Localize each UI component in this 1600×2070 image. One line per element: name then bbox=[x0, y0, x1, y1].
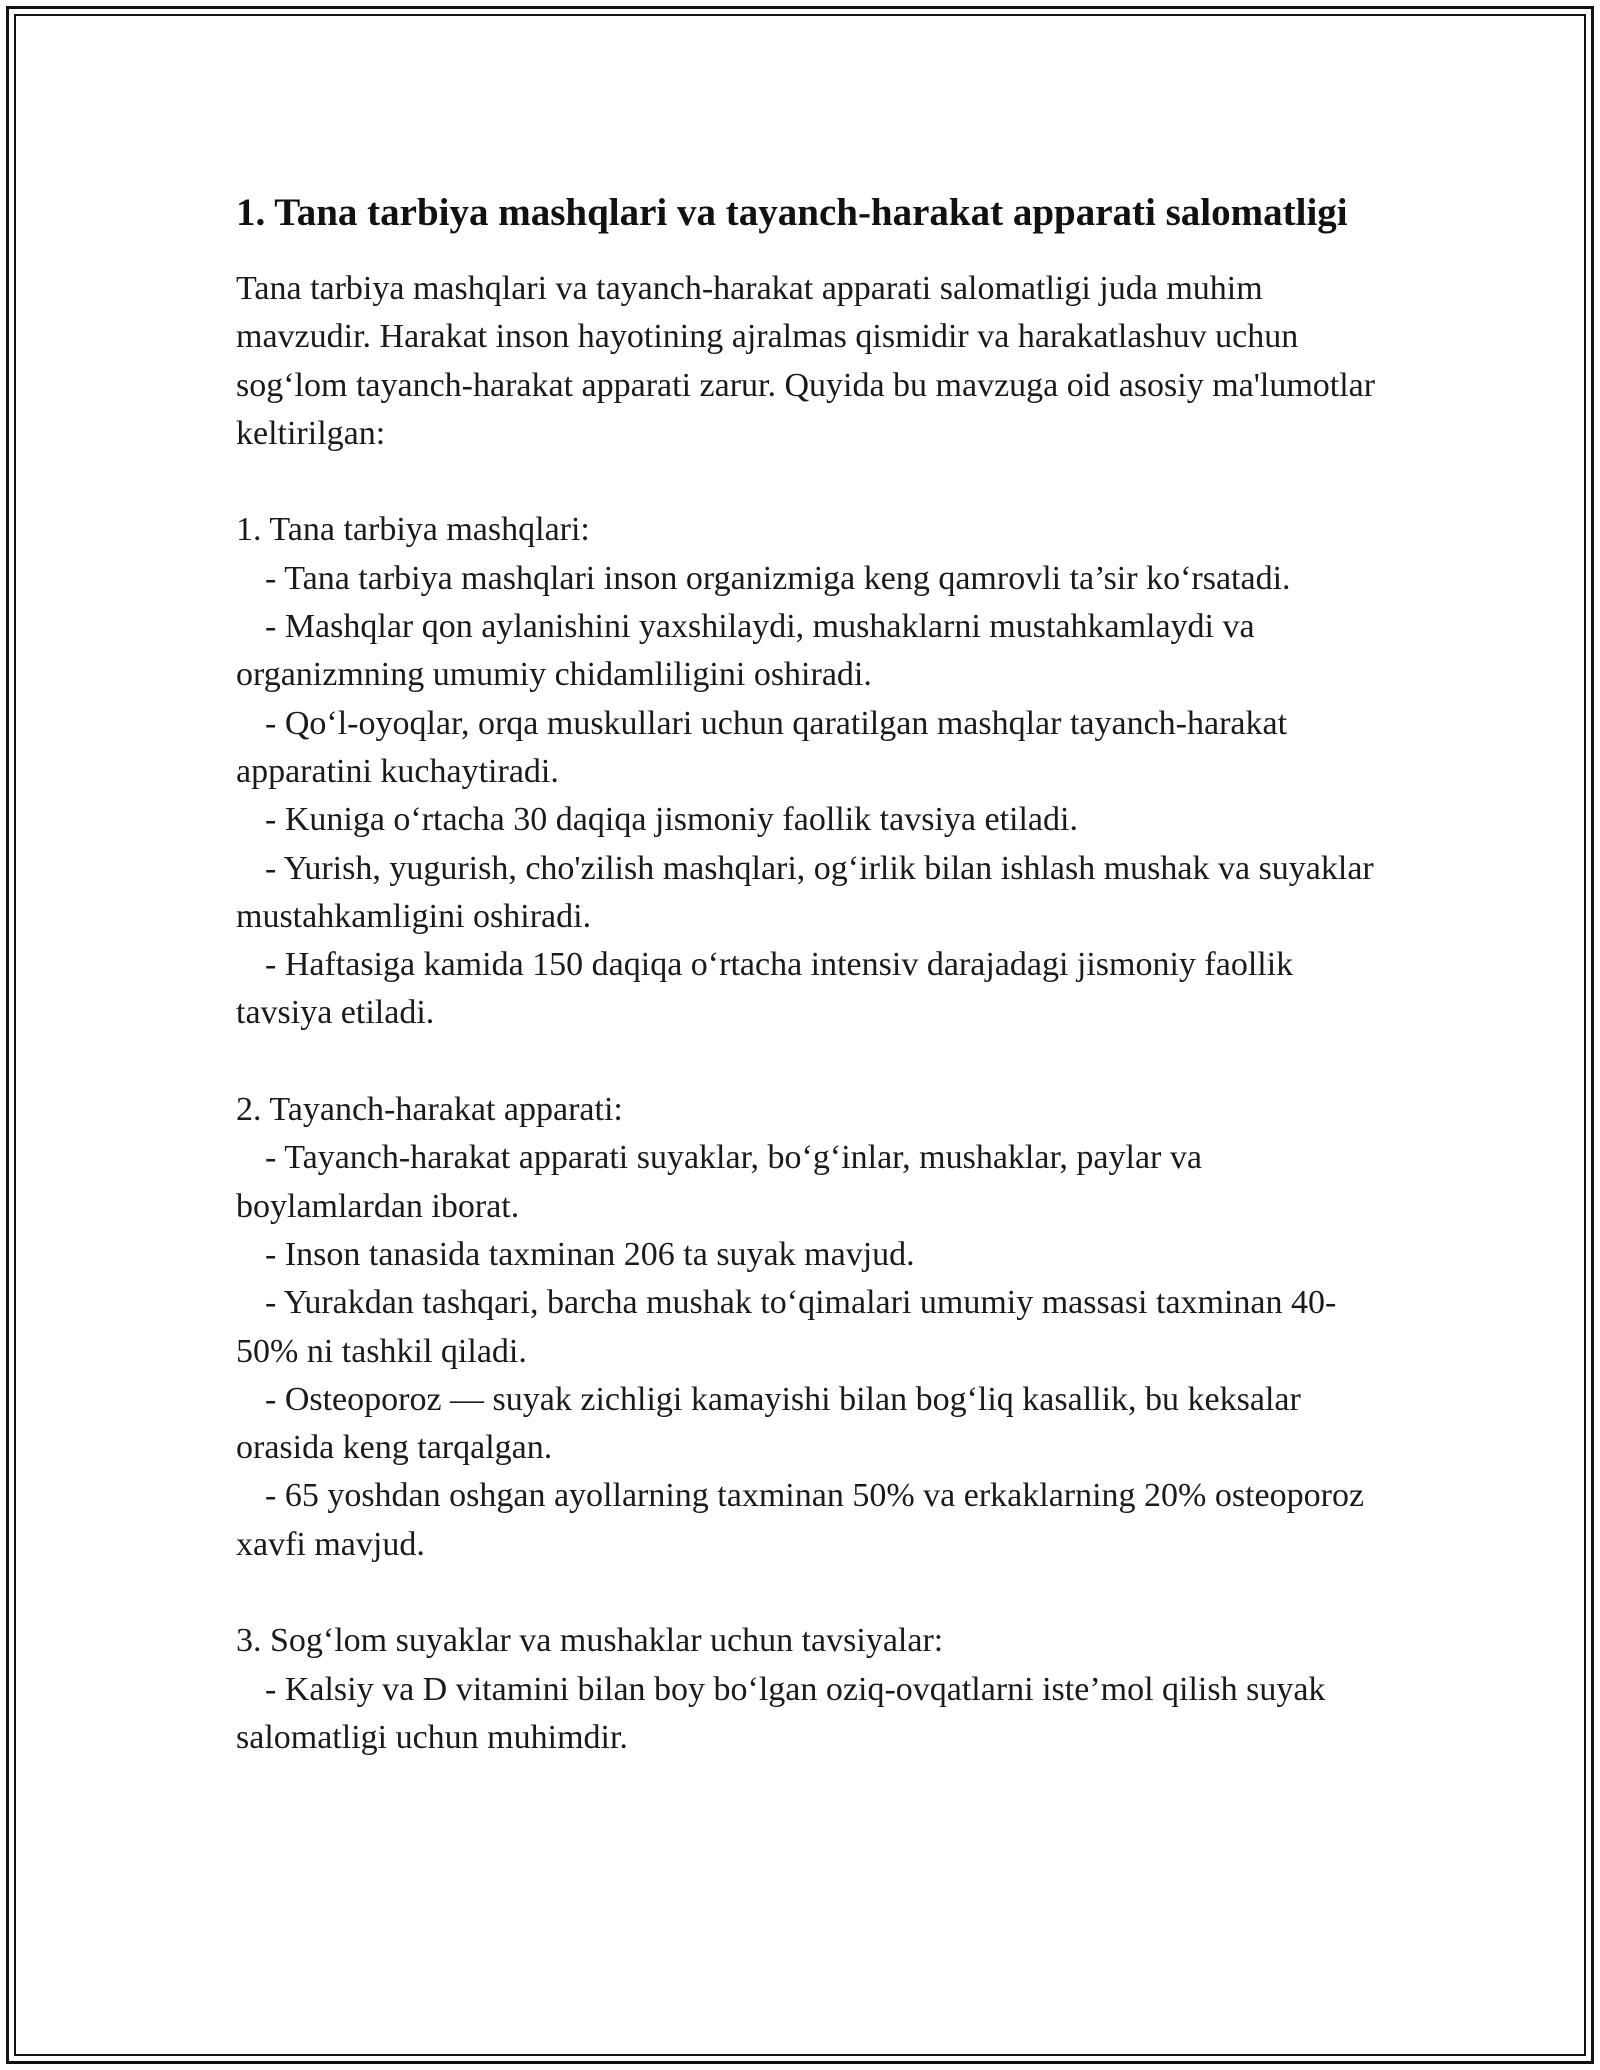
intro-paragraph: Tana tarbiya mashqlari va tayanch-harakat apparati salomatligi juda muhim mavzudir. Harakat inson hayotining ajralmas qismidir va harakatlashuv uchun sog‘lom tayanch-harakat apparati zarur. Quyida bu mavzuga oid asosiy ma'lumotlar keltirilgan: bbox=[236, 270, 1376, 452]
section-recommendations bbox=[236, 1617, 1396, 1762]
spacer bbox=[236, 1569, 1396, 1617]
list-item: - Tayanch-harakat apparati suyaklar, bo‘g‘inlar, mushaklar, paylar va boylamlardan iborat. bbox=[236, 1139, 1202, 1225]
list-item: - Kalsiy va D vitamini bilan boy bo‘lgan oziq-ovqatlarni iste’mol qilish suyak salomatligi uchun muhimdir. bbox=[236, 1670, 1326, 1756]
section-heading: 2. Tayanch-harakat apparati: bbox=[236, 1091, 623, 1129]
list-item: - 65 yoshdan oshgan ayollarning taxminan 50% va erkaklarning 20% osteoporoz xavfi mavjud. bbox=[236, 1477, 1365, 1563]
list-item: - Mashqlar qon aylanishini yaxshilaydi, mushaklarni mustahkamlaydi va organizmning umumiy chidamliligini oshiradi. bbox=[236, 608, 1255, 694]
document-title: 1. Tana tarbiya mashqlari va tayanch-harakat apparati salomatligi bbox=[236, 191, 1348, 234]
list-item: - Qo‘l-oyoqlar, orqa muskullari uchun qaratilgan mashqlar tayanch-harakat apparatini kuchaytiradi. bbox=[236, 704, 1288, 790]
section-musculoskeletal-system bbox=[236, 1086, 1396, 1569]
spacer bbox=[236, 1038, 1396, 1086]
list-item: - Inson tanasida taxminan 206 ta suyak mavjud. bbox=[265, 1235, 915, 1273]
list-item: - Haftasiga kamida 150 daqiqa o‘rtacha intensiv darajadagi jismoniy faollik tavsiya etiladi. bbox=[236, 946, 1294, 1032]
list-item: - Yurish, yugurish, cho'zilish mashqlari, og‘irlik bilan ishlash mushak va suyaklar mustahkamligini oshiradi. bbox=[236, 849, 1374, 935]
list-item: - Kuniga o‘rtacha 30 daqiqa jismoniy faollik tavsiya etiladi. bbox=[265, 801, 1078, 839]
section-heading: 1. Tana tarbiya mashqlari: bbox=[236, 511, 590, 549]
list-item: - Yurakdan tashqari, barcha mushak to‘qimalari umumiy massasi taxminan 40-50% ni tashkil qiladi. bbox=[236, 1284, 1337, 1370]
section-physical-exercise bbox=[236, 506, 1396, 1037]
list-item: - Tana tarbiya mashqlari inson organizmiga keng qamrovli ta’sir ko‘rsatadi. bbox=[265, 559, 1291, 597]
list-item: - Osteoporoz — suyak zichligi kamayishi bilan bog‘liq kasallik, bu keksalar orasida keng tarqalgan. bbox=[236, 1380, 1301, 1467]
document-body bbox=[236, 185, 1396, 1762]
section-heading: 3. Sog‘lom suyaklar va mushaklar uchun tavsiyalar: bbox=[236, 1622, 944, 1660]
spacer bbox=[236, 458, 1396, 506]
